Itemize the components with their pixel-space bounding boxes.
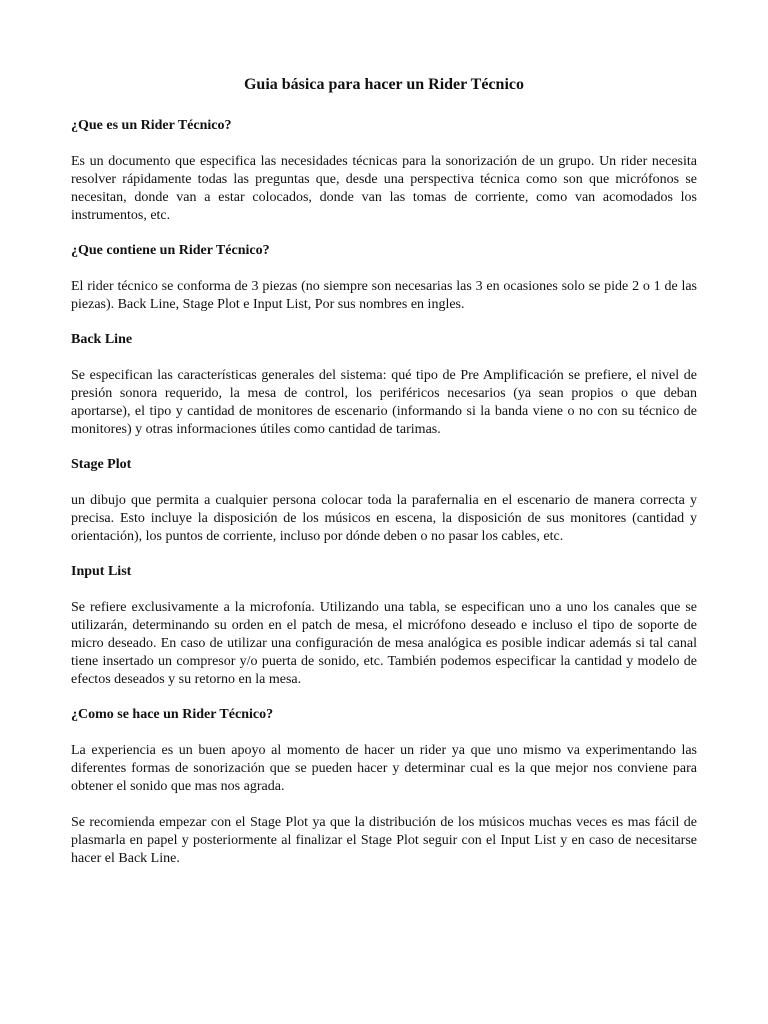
section-stage-plot [71,456,697,546]
section-heading: Stage Plot [71,457,132,472]
section-heading: ¿Que contiene un Rider Técnico? [71,243,270,258]
section-paragraph: El rider técnico se conforma de 3 piezas (no siempre son necesarias las 3 en ocasiones solo se pide 2 o 1 de las piezas). Back Line, Stage Plot e Input List, Por sus nombres en ingles. [71,279,697,312]
section-heading: ¿Que es un Rider Técnico? [71,118,232,133]
section-como-se-hace [71,706,697,868]
section-paragraph: Se especifican las características generales del sistema: qué tipo de Pre Amplificación se prefiere, el nivel de presión sonora requerido, la mesa de control, los periféricos necesarios (ya sean propios o que deban aportarse), el tipo y cantidad de monitores de escenario (informando si la banda viene o no con su técnico de monitores) y otras informaciones útiles como cantidad de tarimas. [71,368,697,437]
document-page [71,75,697,885]
section-paragraph: Es un documento que especifica las necesidades técnicas para la sonorización de un grupo. Un rider necesita resolver rápidamente todas las preguntas que, desde una perspectiva técnica como son que micrófonos se necesitan, donde van a estar colocados, donde van las tomas de corriente, como van acomodados los instrumentos, etc. [71,154,697,223]
section-heading: Back Line [71,332,133,347]
section-heading: ¿Como se hace un Rider Técnico? [71,707,274,722]
section-back-line [71,331,697,439]
section-que-es [71,117,697,225]
section-paragraph: Se refiere exclusivamente a la microfonía. Utilizando una tabla, se especifican uno a uno los canales que se utilizarán, determinando su orden en el patch de mesa, el micrófono deseado e incluso el tipo de soporte de micro deseado. En caso de utilizar una configuración de mesa analógica es posible indicar además si tal canal tiene insertado un compresor y/o puerta de sonido, etc. También podemos especificar la cantidad y modelo de efectos deseados y su retorno en la mesa. [71,600,697,687]
section-heading: Input List [71,564,132,579]
section-que-contiene [71,242,697,314]
section-input-list [71,563,697,689]
section-paragraph: un dibujo que permita a cualquier persona colocar toda la parafernalia en el escenario de manera correcta y precisa. Esto incluye la disposición de los músicos en escena, la disposición de sus monitores (cantidad y orientación), los puntos de corriente, incluso por dónde deben o no pasar los cables, etc. [71,493,697,544]
document-title: Guia básica para hacer un Rider Técnico [243,76,524,93]
section-paragraph: La experiencia es un buen apoyo al momento de hacer un rider ya que uno mismo va experimentando las diferentes formas de sonorización que se pueden hacer y determinar cual es la que mejor nos conviene para obtener el sonido que mas nos agrada. [71,743,697,794]
section-paragraph: Se recomienda empezar con el Stage Plot ya que la distribución de los músicos muchas veces es mas fácil de plasmarla en papel y posteriormente al finalizar el Stage Plot seguir con el Input List y en caso de necesitarse hacer el Back Line. [71,815,697,866]
